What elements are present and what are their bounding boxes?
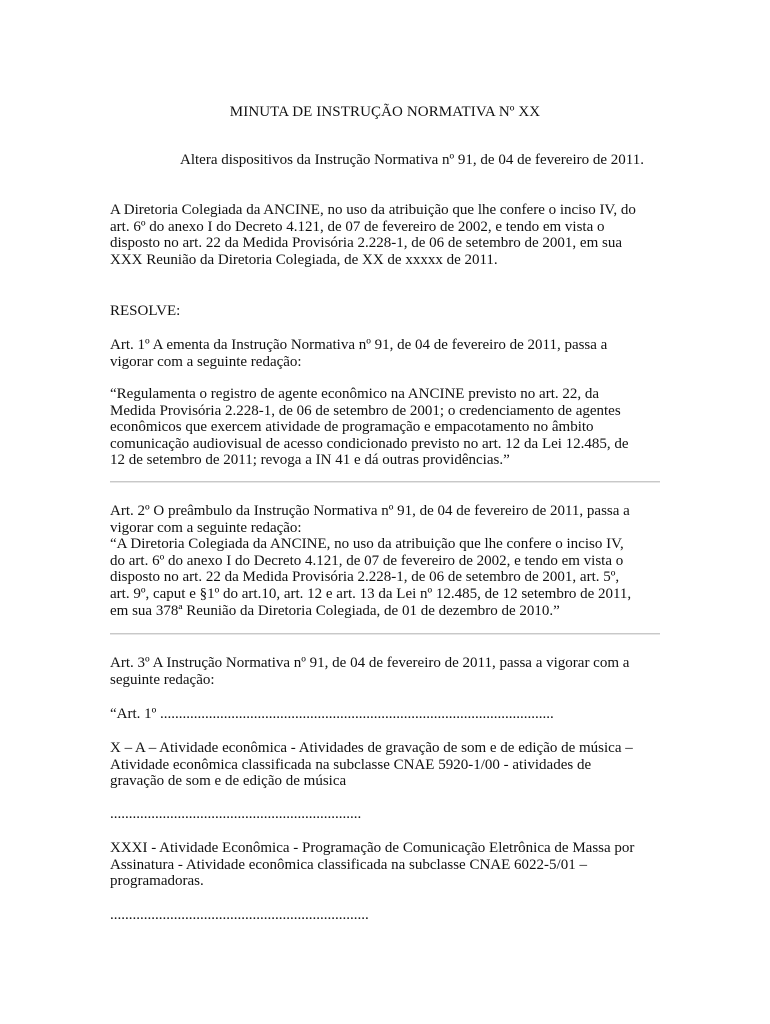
item-xa-line: gravação de som e de edição de música — [110, 773, 347, 790]
item-xa-line: X – A – Atividade econômica - Atividades de gravação de som e de edição de música – — [110, 740, 633, 756]
intro-line: art. 6º do anexo I do Decreto 4.121, de 07 de fevereiro de 2002, e tendo em vista o — [110, 218, 605, 235]
art3-line: seguinte redação: — [110, 671, 215, 688]
art3-paragraph — [110, 655, 670, 688]
item-xa — [110, 740, 670, 790]
item-xa-line: Atividade econômica classificada na subclasse CNAE 5920-1/00 - atividades de — [110, 756, 592, 773]
art2-line: do art. 6º do anexo I do Decreto 4.121, de 07 de fevereiro de 2002, e tendo em vista o — [110, 552, 624, 569]
section-divider — [110, 481, 660, 483]
ellipsis-line: ................................................................... — [110, 806, 362, 822]
item-xxxi-line: XXXI - Atividade Econômica - Programação de Comunicação Eletrônica de Massa por — [110, 840, 635, 856]
art1-line: vigorar com a seguinte redação: — [110, 353, 302, 370]
art1-quote — [110, 386, 670, 469]
art1-quote-line: 12 de setembro de 2011; revoga a IN 41 e dá outras providências.” — [110, 452, 510, 469]
art3-line: Art. 3º A Instrução Normativa nº 91, de 04 de fevereiro de 2011, passa a vigorar com a — [110, 655, 630, 671]
resolve-heading: RESOLVE: — [110, 303, 181, 319]
art1-quote-line: Medida Provisória 2.228-1, de 06 de setembro de 2001; o credenciamento de agentes — [110, 402, 621, 419]
art1-paragraph — [110, 337, 670, 370]
art2-line: “A Diretoria Colegiada da ANCINE, no uso da atribuição que lhe confere o inciso IV, — [110, 536, 624, 553]
item-xxxi — [110, 840, 670, 890]
art2-line: disposto no art. 22 da Medida Provisória 2.228-1, de 06 de setembro de 2001, art. 5º, — [110, 569, 620, 586]
intro-paragraph — [110, 202, 670, 268]
art1-quote-line: econômicos que exercem atividade de programação e empacotamento no âmbito — [110, 419, 594, 436]
section-divider — [110, 633, 660, 635]
item-xxxi-line: programadoras. — [110, 873, 204, 890]
art3-start-line: “Art. 1º ......................................................................................................... — [110, 706, 554, 722]
item-xxxi-line: Assinatura - Atividade econômica classificada na subclasse CNAE 6022-5/01 – — [110, 856, 587, 873]
document-subtitle: Altera dispositivos da Instrução Normativa nº 91, de 04 de fevereiro de 2011. — [180, 152, 644, 168]
art2-line: Art. 2º O preâmbulo da Instrução Normativa nº 91, de 04 de fevereiro de 2011, passa a — [110, 503, 630, 519]
art1-quote-line: “Regulamenta o registro de agente econômico na ANCINE previsto no art. 22, da — [110, 386, 600, 402]
intro-line: XXX Reunião da Diretoria Colegiada, de XX de xxxxx de 2011. — [110, 251, 498, 268]
art2-line: em sua 378ª Reunião da Diretoria Colegiada, de 01 de dezembro de 2010.” — [110, 602, 560, 619]
intro-line: disposto no art. 22 da Medida Provisória 2.228-1, de 06 de setembro de 2001, em sua — [110, 235, 622, 252]
art1-line: Art. 1º A ementa da Instrução Normativa nº 91, de 04 de fevereiro de 2011, passa a — [110, 337, 608, 353]
art2-paragraph — [110, 503, 670, 619]
document-title: MINUTA DE INSTRUÇÃO NORMATIVA Nº XX — [229, 104, 541, 120]
art1-quote-line: comunicação audiovisual de acesso condicionado previsto no art. 12 da Lei 12.485, de — [110, 435, 629, 452]
intro-line: A Diretoria Colegiada da ANCINE, no uso da atribuição que lhe confere o inciso IV, do — [110, 202, 636, 218]
art2-line: vigorar com a seguinte redação: — [110, 519, 302, 536]
art2-line: art. 9º, caput e §1º do art.10, art. 12 e art. 13 da Lei nº 12.485, de 12 setembro de 2011, — [110, 585, 632, 602]
ellipsis-line: ..................................................................... — [110, 907, 369, 923]
